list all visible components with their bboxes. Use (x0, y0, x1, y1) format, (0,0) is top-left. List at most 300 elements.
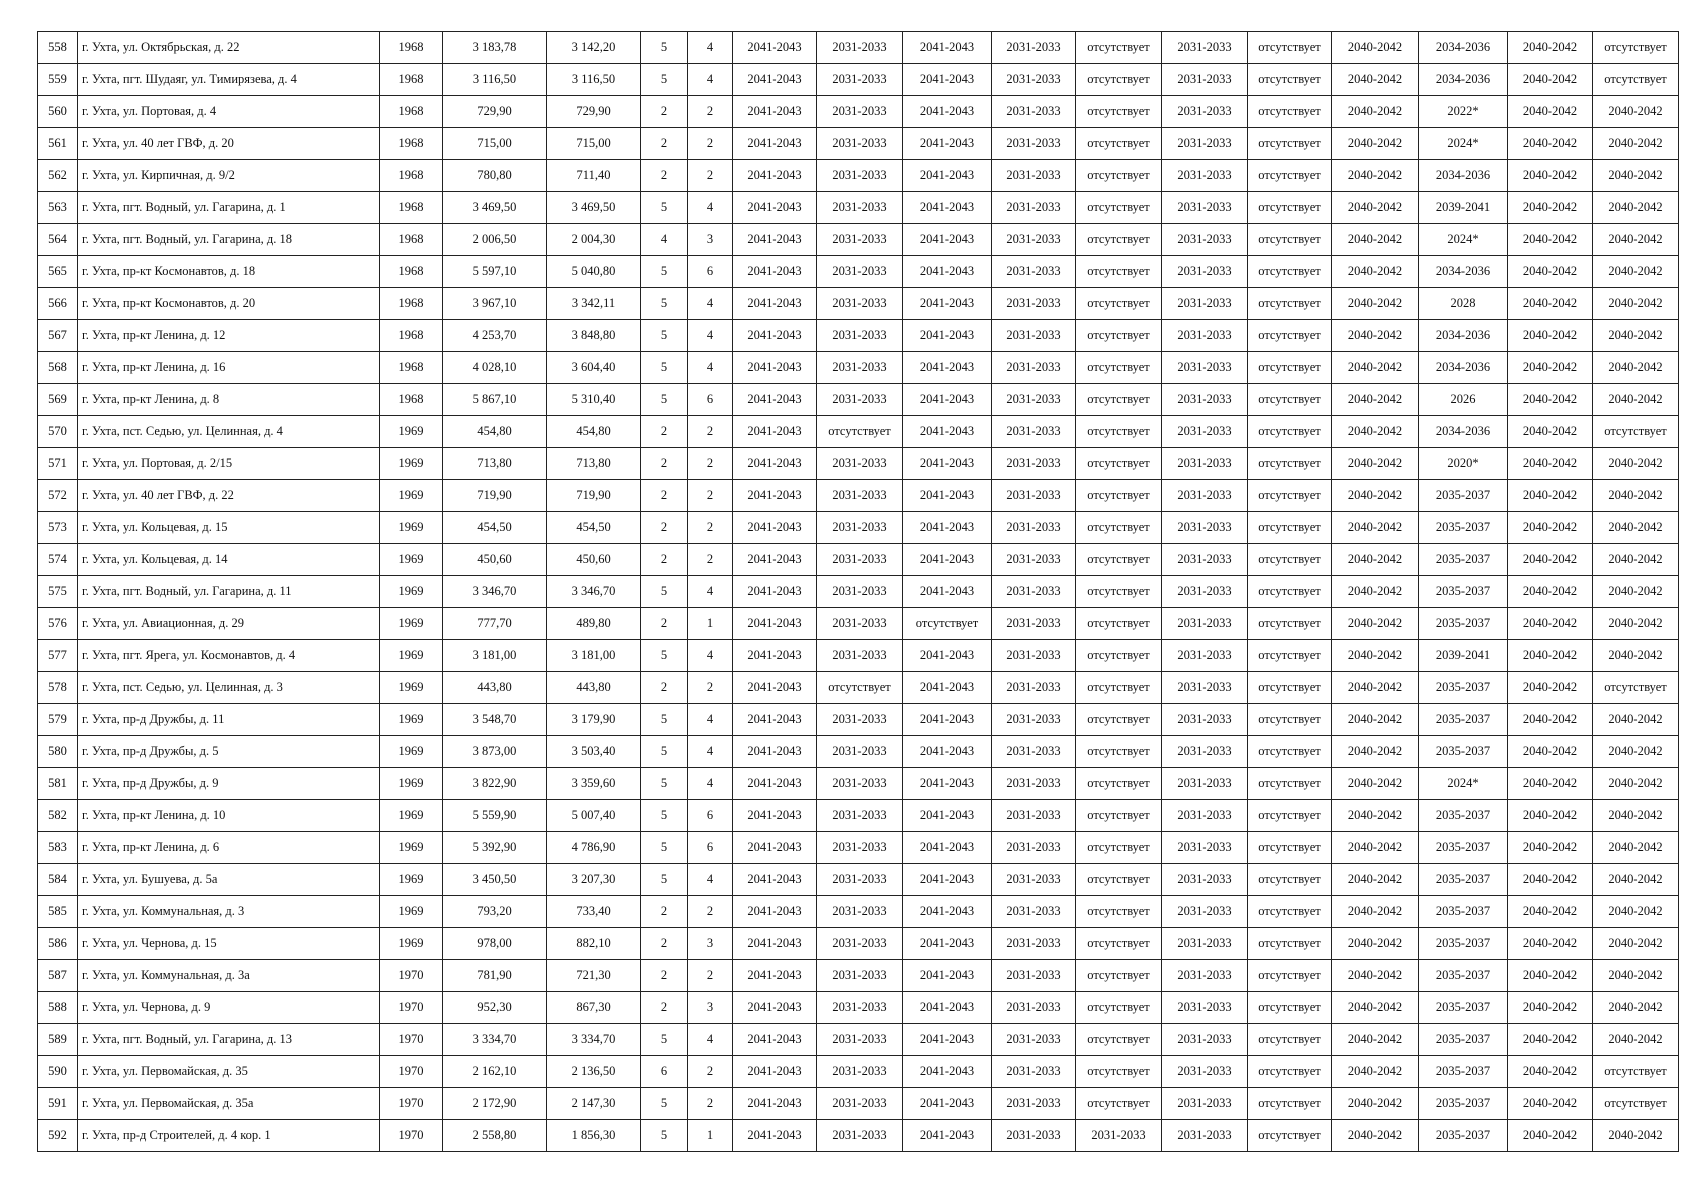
table-cell: 2031-2033 (1162, 160, 1248, 192)
table-cell: 1968 (380, 64, 443, 96)
table-cell: отсутствует (1076, 544, 1162, 576)
table-cell: 2035-2037 (1419, 1120, 1508, 1152)
table-cell: 2040-2042 (1508, 608, 1593, 640)
table-cell: отсутствует (1076, 736, 1162, 768)
table-cell: 2040-2042 (1593, 288, 1679, 320)
row-number-cell: 579 (38, 704, 78, 736)
table-cell: 5 (641, 576, 688, 608)
table-cell: 2040-2042 (1508, 736, 1593, 768)
table-cell: 2031-2033 (992, 576, 1076, 608)
table-cell: 2040-2042 (1593, 160, 1679, 192)
table-cell: 2035-2037 (1419, 480, 1508, 512)
row-number-cell: 581 (38, 768, 78, 800)
address-cell: г. Ухта, ул. Кирпичная, д. 9/2 (78, 160, 380, 192)
table-cell: 2040-2042 (1508, 416, 1593, 448)
table-cell: 2041-2043 (733, 672, 817, 704)
table-cell: 2040-2042 (1332, 128, 1419, 160)
table-cell: 711,40 (547, 160, 641, 192)
table-cell: 2040-2042 (1332, 160, 1419, 192)
table-cell: 2031-2033 (992, 928, 1076, 960)
table-cell: 2024* (1419, 224, 1508, 256)
row-number-cell: 559 (38, 64, 78, 96)
table-row (38, 416, 1679, 448)
row-number-cell: 578 (38, 672, 78, 704)
table-cell: 2040-2042 (1593, 576, 1679, 608)
address-cell: г. Ухта, пр-кт Космонавтов, д. 20 (78, 288, 380, 320)
table-cell: 2040-2042 (1332, 1088, 1419, 1120)
table-cell: 2035-2037 (1419, 1024, 1508, 1056)
table-cell: 2040-2042 (1593, 704, 1679, 736)
table-cell: 2040-2042 (1332, 256, 1419, 288)
table-cell: 2040-2042 (1593, 896, 1679, 928)
address-cell: г. Ухта, ул. 40 лет ГВФ, д. 22 (78, 480, 380, 512)
table-cell: 2 (688, 960, 733, 992)
table-cell: 777,70 (443, 608, 547, 640)
table-cell: 2040-2042 (1593, 320, 1679, 352)
table-cell: 2031-2033 (992, 448, 1076, 480)
table-cell: 2035-2037 (1419, 544, 1508, 576)
table-cell: 2 162,10 (443, 1056, 547, 1088)
table-cell: отсутствует (1248, 960, 1332, 992)
table-cell: 2031-2033 (1162, 352, 1248, 384)
table-cell: 2031-2033 (992, 416, 1076, 448)
table-cell: 5 (641, 192, 688, 224)
table-cell: 4 (688, 768, 733, 800)
table-cell: 2031-2033 (992, 160, 1076, 192)
table-cell: 1969 (380, 928, 443, 960)
table-cell: отсутствует (1076, 640, 1162, 672)
table-cell: 719,90 (443, 480, 547, 512)
table-cell: 733,40 (547, 896, 641, 928)
table-cell: 2041-2043 (903, 512, 992, 544)
table-cell: 1969 (380, 480, 443, 512)
table-cell: 5 (641, 800, 688, 832)
table-cell: 2035-2037 (1419, 704, 1508, 736)
table-cell: 2040-2042 (1332, 512, 1419, 544)
table-cell: 2041-2043 (733, 736, 817, 768)
table-cell: 2031-2033 (992, 896, 1076, 928)
table-cell: отсутствует (1593, 32, 1679, 64)
table-cell: 2031-2033 (817, 320, 903, 352)
table-cell: 2040-2042 (1332, 224, 1419, 256)
address-cell: г. Ухта, ул. Чернова, д. 15 (78, 928, 380, 960)
table-cell: 2040-2042 (1332, 1024, 1419, 1056)
row-number-cell: 575 (38, 576, 78, 608)
table-cell: 2 (688, 672, 733, 704)
row-number-cell: 560 (38, 96, 78, 128)
table-cell: отсутствует (817, 672, 903, 704)
table-cell: 2 (688, 544, 733, 576)
table-cell: 2031-2033 (817, 1056, 903, 1088)
row-number-cell: 590 (38, 1056, 78, 1088)
address-cell: г. Ухта, ул. Кольцевая, д. 15 (78, 512, 380, 544)
table-cell: 2041-2043 (903, 992, 992, 1024)
table-cell: 2 558,80 (443, 1120, 547, 1152)
table-cell: 2031-2033 (1162, 384, 1248, 416)
table-cell: 2031-2033 (1162, 256, 1248, 288)
table-cell: 2040-2042 (1593, 96, 1679, 128)
address-cell: г. Ухта, пр-кт Ленина, д. 10 (78, 800, 380, 832)
table-cell: 713,80 (443, 448, 547, 480)
table-cell: 2041-2043 (903, 288, 992, 320)
table-cell: 1968 (380, 224, 443, 256)
table-cell: 2 (688, 416, 733, 448)
table-cell: 450,60 (547, 544, 641, 576)
table-cell: 2040-2042 (1593, 256, 1679, 288)
table-cell: 2031-2033 (1162, 512, 1248, 544)
table-cell: отсутствует (1248, 384, 1332, 416)
table-cell: 2031-2033 (992, 768, 1076, 800)
table-cell: 3 334,70 (547, 1024, 641, 1056)
table-cell: 5 (641, 352, 688, 384)
table-cell: 2041-2043 (733, 96, 817, 128)
row-number-cell: 583 (38, 832, 78, 864)
table-cell: 2040-2042 (1332, 864, 1419, 896)
table-cell: 2041-2043 (733, 320, 817, 352)
table-cell: 2031-2033 (1162, 32, 1248, 64)
table-cell: 2035-2037 (1419, 864, 1508, 896)
table-cell: отсутствует (1593, 672, 1679, 704)
table-cell: 2040-2042 (1508, 320, 1593, 352)
table-cell: 4 (688, 736, 733, 768)
table-cell: 3 334,70 (443, 1024, 547, 1056)
table-row (38, 96, 1679, 128)
table-cell: 2031-2033 (817, 96, 903, 128)
table-row (38, 512, 1679, 544)
table-cell: отсутствует (1076, 576, 1162, 608)
address-cell: г. Ухта, пр-кт Космонавтов, д. 18 (78, 256, 380, 288)
table-cell: 2041-2043 (903, 320, 992, 352)
table-row (38, 544, 1679, 576)
table-cell: 2024* (1419, 128, 1508, 160)
table-cell: 2041-2043 (903, 928, 992, 960)
table-cell: 2040-2042 (1508, 160, 1593, 192)
table-cell: 2035-2037 (1419, 960, 1508, 992)
table-cell: 2040-2042 (1508, 960, 1593, 992)
table-cell: 2034-2036 (1419, 64, 1508, 96)
table-cell: 3 (688, 224, 733, 256)
table-cell: 2041-2043 (733, 160, 817, 192)
table-cell: отсутствует (1076, 512, 1162, 544)
table-cell: 2 (688, 128, 733, 160)
table-cell: 2040-2042 (1508, 832, 1593, 864)
table-cell: отсутствует (1593, 1056, 1679, 1088)
address-cell: г. Ухта, ул. Кольцевая, д. 14 (78, 544, 380, 576)
table-cell: 2031-2033 (1162, 864, 1248, 896)
table-cell: 2031-2033 (817, 256, 903, 288)
address-cell: г. Ухта, пгт. Водный, ул. Гагарина, д. 13 (78, 1024, 380, 1056)
table-cell: 2040-2042 (1332, 832, 1419, 864)
row-number-cell: 563 (38, 192, 78, 224)
table-cell: 2040-2042 (1593, 384, 1679, 416)
table-cell: 2040-2042 (1508, 512, 1593, 544)
table-row (38, 384, 1679, 416)
table-cell: 4 (688, 864, 733, 896)
table-cell: 2041-2043 (733, 1024, 817, 1056)
table-cell: 2031-2033 (1162, 320, 1248, 352)
table-cell: 2031-2033 (817, 448, 903, 480)
row-number-cell: 574 (38, 544, 78, 576)
row-number-cell: 571 (38, 448, 78, 480)
table-cell: 2040-2042 (1508, 1120, 1593, 1152)
table-row (38, 768, 1679, 800)
table-cell: 6 (688, 384, 733, 416)
table-cell: 2035-2037 (1419, 608, 1508, 640)
table-cell: 4 (688, 192, 733, 224)
housing-repair-schedule-table (37, 31, 1679, 1152)
table-cell: 2031-2033 (817, 576, 903, 608)
table-cell: 2 (688, 1088, 733, 1120)
table-cell: 2034-2036 (1419, 160, 1508, 192)
table-cell: 2041-2043 (733, 288, 817, 320)
table-cell: 5 (641, 1024, 688, 1056)
table-cell: 2031-2033 (992, 352, 1076, 384)
table-cell: 1968 (380, 160, 443, 192)
table-cell: 2031-2033 (817, 768, 903, 800)
table-cell: 4 028,10 (443, 352, 547, 384)
row-number-cell: 565 (38, 256, 78, 288)
table-cell: 2 (641, 896, 688, 928)
table-cell: 2028 (1419, 288, 1508, 320)
table-cell: 2035-2037 (1419, 672, 1508, 704)
table-cell: 2040-2042 (1508, 1056, 1593, 1088)
table-cell: 2041-2043 (733, 800, 817, 832)
table-row (38, 128, 1679, 160)
table-cell: 2040-2042 (1593, 640, 1679, 672)
table-cell: 2040-2042 (1593, 192, 1679, 224)
table-cell: 1969 (380, 800, 443, 832)
table-cell: 2040-2042 (1332, 1056, 1419, 1088)
table-cell: 4 (688, 352, 733, 384)
table-cell: 780,80 (443, 160, 547, 192)
address-cell: г. Ухта, ул. Чернова, д. 9 (78, 992, 380, 1024)
row-number-cell: 585 (38, 896, 78, 928)
table-cell: 1968 (380, 320, 443, 352)
table-cell: 1969 (380, 672, 443, 704)
table-cell: 793,20 (443, 896, 547, 928)
table-cell: 2031-2033 (817, 832, 903, 864)
table-cell: отсутствует (1076, 1088, 1162, 1120)
table-cell: отсутствует (1076, 672, 1162, 704)
table-cell: 2031-2033 (817, 704, 903, 736)
table-cell: отсутствует (1076, 64, 1162, 96)
table-cell: 2041-2043 (733, 1056, 817, 1088)
table-cell: 2035-2037 (1419, 512, 1508, 544)
table-cell: 1969 (380, 832, 443, 864)
table-cell: отсутствует (1248, 256, 1332, 288)
table-cell: 2040-2042 (1508, 1024, 1593, 1056)
table-cell: 2040-2042 (1593, 928, 1679, 960)
table-cell: 2031-2033 (992, 960, 1076, 992)
table-row (38, 640, 1679, 672)
table-cell: 2 (641, 128, 688, 160)
table-cell: отсутствует (1076, 224, 1162, 256)
table-cell: 2 (641, 992, 688, 1024)
table-cell: 2040-2042 (1593, 480, 1679, 512)
table-cell: отсутствует (1076, 800, 1162, 832)
table-row (38, 992, 1679, 1024)
table-cell: отсутствует (1076, 256, 1162, 288)
table-cell: 2041-2043 (903, 896, 992, 928)
table-cell: 2031-2033 (992, 640, 1076, 672)
table-cell: 2031-2033 (992, 32, 1076, 64)
table-cell: 2040-2042 (1332, 320, 1419, 352)
table-cell: 2040-2042 (1593, 1120, 1679, 1152)
table-cell: 2040-2042 (1508, 448, 1593, 480)
table-cell: 5 310,40 (547, 384, 641, 416)
table-cell: 2040-2042 (1508, 64, 1593, 96)
table-cell: отсутствует (1248, 800, 1332, 832)
address-cell: г. Ухта, пгт. Ярега, ул. Космонавтов, д. 4 (78, 640, 380, 672)
table-cell: 2031-2033 (817, 608, 903, 640)
row-number-cell: 588 (38, 992, 78, 1024)
table-cell: отсутствует (1076, 288, 1162, 320)
table-cell: 2041-2043 (903, 864, 992, 896)
table-cell: 2031-2033 (817, 384, 903, 416)
table-cell: 2040-2042 (1593, 512, 1679, 544)
table-row (38, 256, 1679, 288)
table-cell: 443,80 (547, 672, 641, 704)
table-cell: 2040-2042 (1332, 384, 1419, 416)
table-cell: 2031-2033 (992, 288, 1076, 320)
table-cell: 489,80 (547, 608, 641, 640)
table-cell: 2041-2043 (733, 1120, 817, 1152)
table-cell: 2041-2043 (903, 384, 992, 416)
table-cell: отсутствует (1248, 1120, 1332, 1152)
table-cell: 1969 (380, 416, 443, 448)
table-cell: 2040-2042 (1332, 576, 1419, 608)
table-cell: 4 (688, 704, 733, 736)
table-cell: отсутствует (1076, 768, 1162, 800)
table-cell: отсутствует (1248, 1024, 1332, 1056)
table-cell: отсутствует (1248, 608, 1332, 640)
table-cell: 6 (641, 1056, 688, 1088)
table-cell: отсутствует (1076, 704, 1162, 736)
table-cell: 2040-2042 (1508, 256, 1593, 288)
table-cell: 2031-2033 (817, 1024, 903, 1056)
table-cell: 719,90 (547, 480, 641, 512)
table-row (38, 736, 1679, 768)
table-cell: 2031-2033 (817, 224, 903, 256)
table-cell: 2041-2043 (733, 64, 817, 96)
table-cell: отсутствует (1076, 352, 1162, 384)
table-cell: 2041-2043 (733, 384, 817, 416)
table-cell: 2031-2033 (1162, 288, 1248, 320)
table-cell: 2040-2042 (1508, 1088, 1593, 1120)
row-number-cell: 572 (38, 480, 78, 512)
table-cell: 2041-2043 (903, 704, 992, 736)
table-cell: 2040-2042 (1332, 448, 1419, 480)
table-cell: 2041-2043 (733, 640, 817, 672)
table-cell: 715,00 (443, 128, 547, 160)
table-cell: 2041-2043 (903, 576, 992, 608)
table-cell: 2040-2042 (1332, 416, 1419, 448)
table-cell: 2031-2033 (992, 608, 1076, 640)
table-cell: 2031-2033 (992, 1088, 1076, 1120)
table-cell: отсутствует (903, 608, 992, 640)
address-cell: г. Ухта, пр-кт Ленина, д. 12 (78, 320, 380, 352)
table-cell: 2040-2042 (1593, 992, 1679, 1024)
table-cell: 3 822,90 (443, 768, 547, 800)
table-cell: 2041-2043 (903, 672, 992, 704)
table-cell: 2031-2033 (992, 1120, 1076, 1152)
table-cell: отсутствует (1248, 576, 1332, 608)
table-cell: 3 346,70 (547, 576, 641, 608)
address-cell: г. Ухта, пгт. Водный, ул. Гагарина, д. 18 (78, 224, 380, 256)
table-cell: отсутствует (1076, 384, 1162, 416)
table-cell: 2040-2042 (1508, 864, 1593, 896)
table-cell: 1969 (380, 608, 443, 640)
table-cell: 2031-2033 (1162, 1120, 1248, 1152)
table-cell: 1969 (380, 768, 443, 800)
address-cell: г. Ухта, ул. Коммунальная, д. 3 (78, 896, 380, 928)
table-cell: 2031-2033 (817, 896, 903, 928)
table-cell: 1969 (380, 512, 443, 544)
table-cell: отсутствует (1076, 192, 1162, 224)
table-cell: отсутствует (1248, 128, 1332, 160)
table-cell: 454,80 (547, 416, 641, 448)
table-cell: 5 (641, 832, 688, 864)
table-cell: 2031-2033 (992, 480, 1076, 512)
table-cell: 2040-2042 (1332, 960, 1419, 992)
row-number-cell: 561 (38, 128, 78, 160)
table-cell: 2031-2033 (817, 992, 903, 1024)
table-cell: 3 503,40 (547, 736, 641, 768)
table-cell: 5 040,80 (547, 256, 641, 288)
table-cell: 2 (641, 608, 688, 640)
table-cell: отсутствует (1248, 32, 1332, 64)
table-cell: 5 (641, 736, 688, 768)
row-number-cell: 576 (38, 608, 78, 640)
table-cell: отсутствует (1076, 96, 1162, 128)
table-cell: 2 004,30 (547, 224, 641, 256)
table-cell: 2031-2033 (1162, 800, 1248, 832)
table-cell: 2040-2042 (1508, 352, 1593, 384)
table-cell: отсутствует (1593, 64, 1679, 96)
table-cell: 713,80 (547, 448, 641, 480)
table-cell: 2040-2042 (1332, 64, 1419, 96)
table-cell: отсутствует (1248, 160, 1332, 192)
table-row (38, 448, 1679, 480)
table-cell: 4 (688, 320, 733, 352)
table-cell: отсутствует (1248, 448, 1332, 480)
table-cell: 3 181,00 (547, 640, 641, 672)
row-number-cell: 573 (38, 512, 78, 544)
table-cell: 2031-2033 (1162, 544, 1248, 576)
table-cell: 2031-2033 (817, 512, 903, 544)
table-cell: 2031-2033 (992, 384, 1076, 416)
table-cell: отсутствует (1248, 736, 1332, 768)
table-cell: 2041-2043 (733, 448, 817, 480)
table-cell: 867,30 (547, 992, 641, 1024)
table-cell: 3 359,60 (547, 768, 641, 800)
table-row (38, 160, 1679, 192)
table-cell: отсутствует (1248, 352, 1332, 384)
table-cell: 2041-2043 (903, 1120, 992, 1152)
table-cell: 2040-2042 (1332, 544, 1419, 576)
table-cell: 2024* (1419, 768, 1508, 800)
table-row (38, 608, 1679, 640)
table-cell: 2031-2033 (992, 864, 1076, 896)
table-cell: 2 172,90 (443, 1088, 547, 1120)
table-cell: 2 (688, 96, 733, 128)
table-cell: 2041-2043 (733, 224, 817, 256)
table-cell: 2 (688, 1056, 733, 1088)
address-cell: г. Ухта, пр-д Дружбы, д. 9 (78, 768, 380, 800)
table-cell: 1968 (380, 32, 443, 64)
table-cell: 2040-2042 (1332, 640, 1419, 672)
table-cell: 2031-2033 (817, 480, 903, 512)
